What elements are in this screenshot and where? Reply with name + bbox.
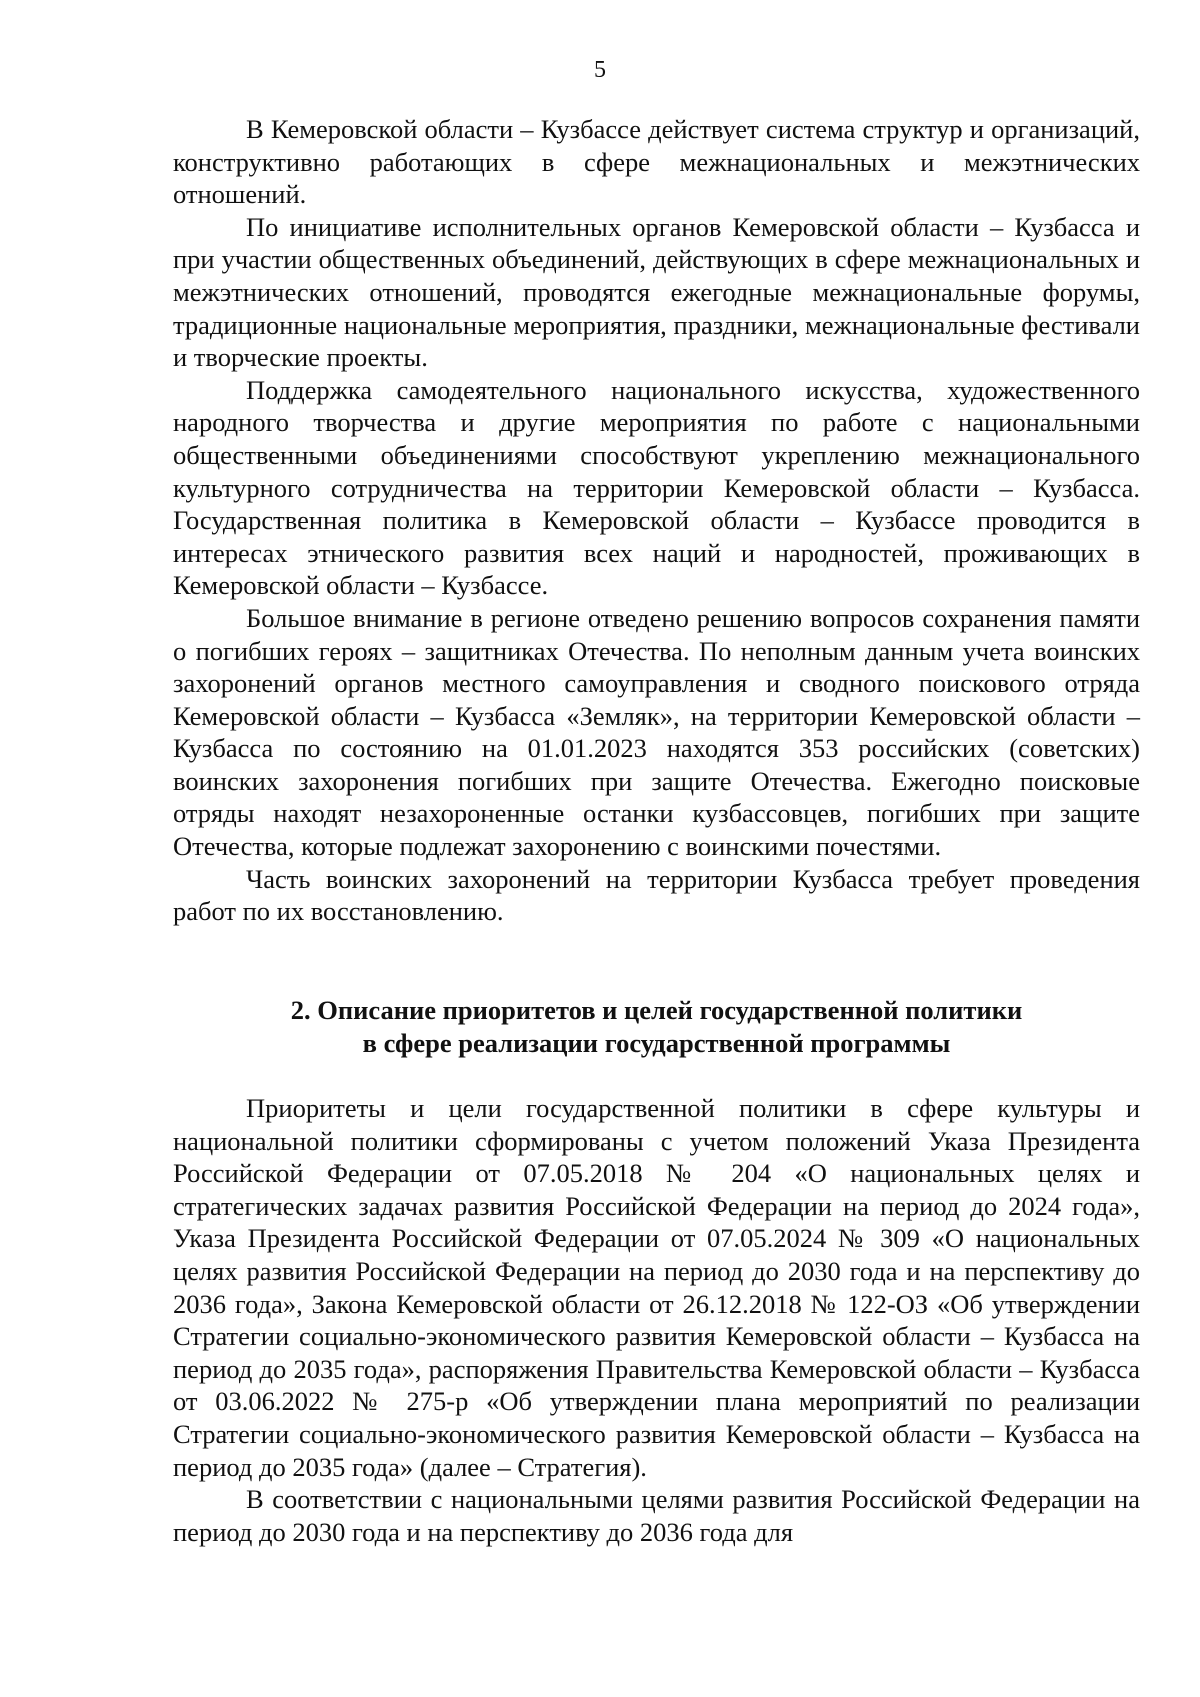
body-text-before-heading xyxy=(173,113,1140,928)
page-number: 5 xyxy=(594,57,606,83)
section-heading-line-1: 2. Описание приоритетов и целей государственной политики xyxy=(290,995,1023,1025)
body-text-after-heading xyxy=(173,1092,1140,1548)
paragraph-structures: В Кемеровской области – Кузбассе действует система структур и организаций, конструктивно работающих в сфере межнациональных и межэтнических отношений. xyxy=(173,114,1140,210)
section-heading xyxy=(173,994,1140,1060)
paragraph-memory: Большое внимание в регионе отведено решению вопросов сохранения памяти о погибших героях – защитниках Отечества. По неполным данным учета воинских захоронений органов местного самоуправления и сводного поискового отряда Кемеровской области – Кузбасса «Земляк», на территории Кемеровской области – Кузбасса по состоянию на 01.01.2023 находятся 353 российских (советских) воинских захоронения погибших при защите Отечества. Ежегодно поисковые отряды находят незахороненные останки кузбассовцев, погибших при защите Отечества, которые подлежат захоронению с воинскими почестями. xyxy=(173,602,1140,862)
paragraph-priorities: Приоритеты и цели государственной политики в сфере культуры и национальной политики сформированы с учетом положений Указа Президента Российской Федерации от 07.05.2018 № 204 «О национальных целях и стратегических задачах развития Российской Федерации на период до 2024 года», Указа Президента Российской Федерации от 07.05.2024 № 309 «О национальных целях развития Российской Федерации на период до 2030 года и на перспективу до 2036 года», Закона Кемеровской области от 26.12.2018 № 122-ОЗ «Об утверждении Стратегии социально-экономического развития Кемеровской области – Кузбасса на период до 2035 года», распоряжения Правительства Кемеровской области – Кузбасса от 03.06.2022 № 275-р «Об утверждении плана мероприятий по реализации Стратегии социально-экономического развития Кемеровской области – Кузбасса на период до 2035 года» (далее – Стратегия). xyxy=(173,1093,1140,1482)
paragraph-support: Поддержка самодеятельного национального искусства, художественного народного творчества и другие мероприятия по работе с национальными общественными объединениями способствуют укреплению межнационального культурного сотрудничества на территории Кемеровской области – Кузбасса. Государственная политика в Кемеровской области – Кузбассе проводится в интересах этнического развития всех наций и народностей, проживающих в Кемеровской области – Кузбассе. xyxy=(173,374,1140,601)
paragraph-restoration: Часть воинских захоронений на территории Кузбасса требует проведения работ по их восстановлению. xyxy=(173,863,1140,927)
paragraph-initiative: По инициативе исполнительных органов Кемеровской области – Кузбасса и при участии общественных объединений, действующих в сфере межнациональных и межэтнических отношений, проводятся ежегодные межнациональные форумы, традиционные национальные мероприятия, праздники, межнациональные фестивали и творческие проекты. xyxy=(173,211,1140,373)
section-heading-line-2: в сфере реализации государственной программы xyxy=(362,1028,951,1058)
paragraph-national-goals: В соответствии с национальными целями развития Российской Федерации на период до 2030 года и на перспективу до 2036 года для xyxy=(173,1484,1140,1547)
